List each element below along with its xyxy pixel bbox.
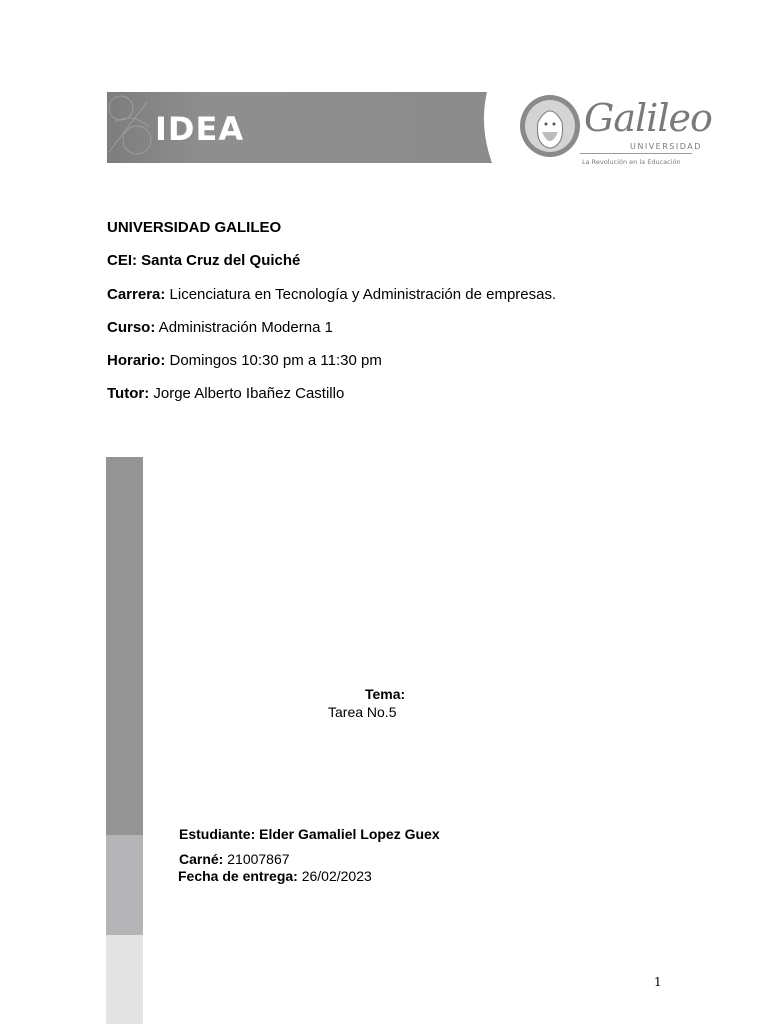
decorative-sidebar <box>106 457 143 1024</box>
page-number: 1 <box>654 975 662 989</box>
fecha-value: 26/02/2023 <box>297 868 372 884</box>
tutor-line <box>107 385 344 402</box>
student-name: Estudiante: Elder Gamaliel Lopez Guex <box>179 826 440 842</box>
cei-line: CEI: Santa Cruz del Quiché <box>107 252 301 269</box>
fecha-line <box>178 868 372 884</box>
tutor-label: Tutor: <box>107 385 150 402</box>
carrera-label: Carrera: <box>107 286 166 303</box>
logo-divider <box>580 153 692 154</box>
curso-label: Curso: <box>107 319 156 336</box>
horario-value: Domingos 10:30 pm a 11:30 pm <box>165 352 382 369</box>
curso-line <box>107 319 333 336</box>
horario-label: Horario: <box>107 352 166 369</box>
galileo-tagline: La Revolución en la Educación <box>582 158 681 166</box>
fecha-label: Fecha de entrega: <box>178 868 298 884</box>
carne-value: 21007867 <box>223 851 290 867</box>
sidebar-segment-dark <box>106 457 143 835</box>
galileo-universidad: UNIVERSIDAD <box>630 142 702 151</box>
sidebar-segment-light <box>106 935 143 1024</box>
idea-logo-text: IDEA <box>155 110 245 148</box>
galileo-seal-icon <box>518 92 582 160</box>
galileo-logo <box>518 92 712 172</box>
curso-value: Administración Moderna 1 <box>155 319 333 336</box>
galileo-wordmark: Galileo <box>584 96 712 140</box>
tema-value: Tarea No.5 <box>328 704 397 720</box>
tema-label: Tema: <box>365 686 406 702</box>
carne-label: Carné: <box>179 851 224 867</box>
tutor-value: Jorge Alberto Ibañez Castillo <box>149 385 345 402</box>
horario-line <box>107 352 382 369</box>
idea-banner <box>107 92 492 163</box>
carrera-line <box>107 286 556 303</box>
carne-line <box>179 851 290 867</box>
sidebar-segment-mid <box>106 835 143 935</box>
university-name: UNIVERSIDAD GALILEO <box>107 219 282 236</box>
carrera-value: Licenciatura en Tecnología y Administración de empresas. <box>165 286 557 303</box>
